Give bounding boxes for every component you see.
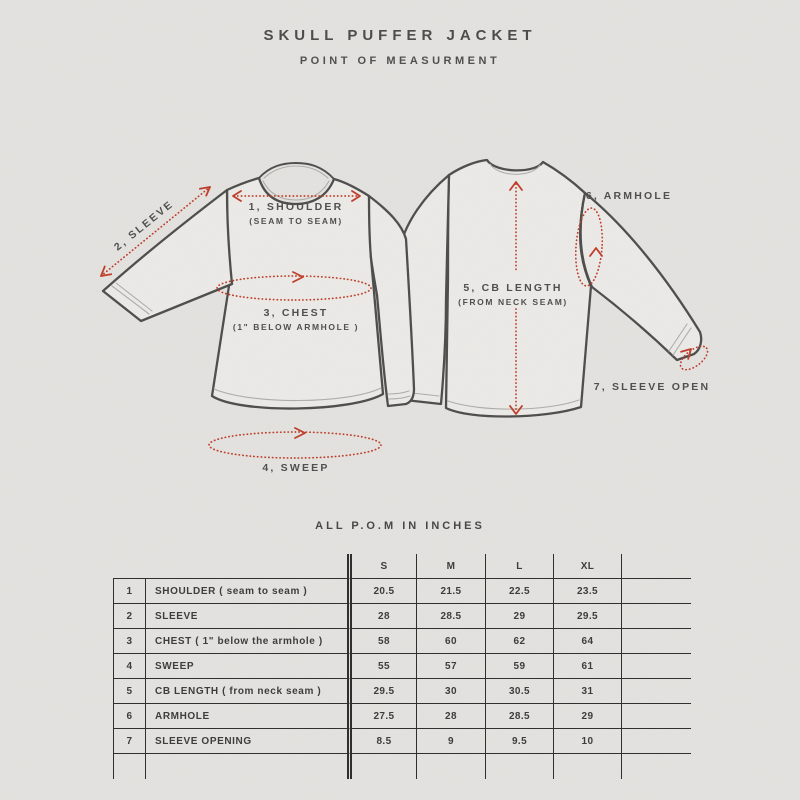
units-note: ALL P.O.M IN INCHES [315,520,485,532]
annotation-sublabel-chest: (1" BELOW ARMHOLE ) [232,322,360,332]
empty-cell [621,704,691,729]
measurement-name: CB LENGTH ( from neck seam ) [145,679,347,704]
size-value-cell: 28 [416,704,485,729]
page-subtitle: POINT OF MEASURMENT [299,55,501,67]
row-number: 7 [113,729,145,754]
header-spacer [145,554,347,579]
column-header-xl: XL [553,554,621,579]
size-value-cell: 31 [553,679,621,704]
size-value-cell: 29 [485,604,553,629]
row-number: 2 [113,604,145,629]
empty-cell [621,679,691,704]
size-value-cell: 60 [416,629,485,654]
size-value-cell: 23.5 [553,579,621,604]
size-chart-table [113,554,691,779]
measurement-name: CHEST ( 1" below the armhole ) [145,629,347,654]
size-value-cell: 9.5 [485,729,553,754]
size-value-cell: 27.5 [347,704,416,729]
stub-cell [416,754,485,779]
size-value-cell: 58 [347,629,416,654]
size-value-cell: 10 [553,729,621,754]
column-header-s: S [347,554,416,579]
size-value-cell: 62 [485,629,553,654]
stub-cell [621,754,691,779]
row-number: 4 [113,654,145,679]
empty-cell [621,579,691,604]
size-value-cell: 20.5 [347,579,416,604]
annotation-label-chest: 3, CHEST [263,307,329,319]
annotation-sublabel-cb-length: (FROM NECK SEAM) [458,297,568,307]
stub-cell [553,754,621,779]
size-value-cell: 61 [553,654,621,679]
stub-cell [113,754,145,779]
annotation-label-sleeve: 2, SLEEVE [112,198,177,254]
size-value-cell: 21.5 [416,579,485,604]
annotation-label-armhole: 6, ARMHOLE [585,190,673,202]
empty-cell [621,629,691,654]
size-value-cell: 57 [416,654,485,679]
size-value-cell: 30 [416,679,485,704]
measurement-name: SLEEVE [145,604,347,629]
annotation-sublabel-shoulder: (SEAM TO SEAM) [249,216,343,226]
size-value-cell: 28.5 [416,604,485,629]
empty-cell [621,654,691,679]
row-number: 3 [113,629,145,654]
annotation-label-sleeve-open: 7, SLEEVE OPEN [593,381,711,393]
size-value-cell: 64 [553,629,621,654]
empty-cell [621,729,691,754]
annotation-label-sweep: 4, SWEEP [262,462,330,474]
size-value-cell: 55 [347,654,416,679]
annotation-label-cb-length: 5, CB LENGTH [463,282,563,294]
size-value-cell: 29.5 [553,604,621,629]
stub-cell [145,754,347,779]
size-value-cell: 9 [416,729,485,754]
column-header-m: M [416,554,485,579]
column-header-l: L [485,554,553,579]
size-value-cell: 59 [485,654,553,679]
size-value-cell: 30.5 [485,679,553,704]
row-number: 6 [113,704,145,729]
size-value-cell: 29.5 [347,679,416,704]
stub-cell [485,754,553,779]
stub-cell [347,754,416,779]
size-value-cell: 29 [553,704,621,729]
header-spacer [621,554,691,579]
empty-cell [621,604,691,629]
size-value-cell: 22.5 [485,579,553,604]
measurement-name: SLEEVE OPENING [145,729,347,754]
size-value-cell: 28.5 [485,704,553,729]
page-title: SKULL PUFFER JACKET [263,27,537,44]
annotation-label-shoulder: 1, SHOULDER [248,201,344,213]
measurement-name: ARMHOLE [145,704,347,729]
row-number: 5 [113,679,145,704]
size-value-cell: 8.5 [347,729,416,754]
row-number: 1 [113,579,145,604]
measurement-name: SWEEP [145,654,347,679]
size-value-cell: 28 [347,604,416,629]
measurement-name: SHOULDER ( seam to seam ) [145,579,347,604]
header-spacer [113,554,145,579]
